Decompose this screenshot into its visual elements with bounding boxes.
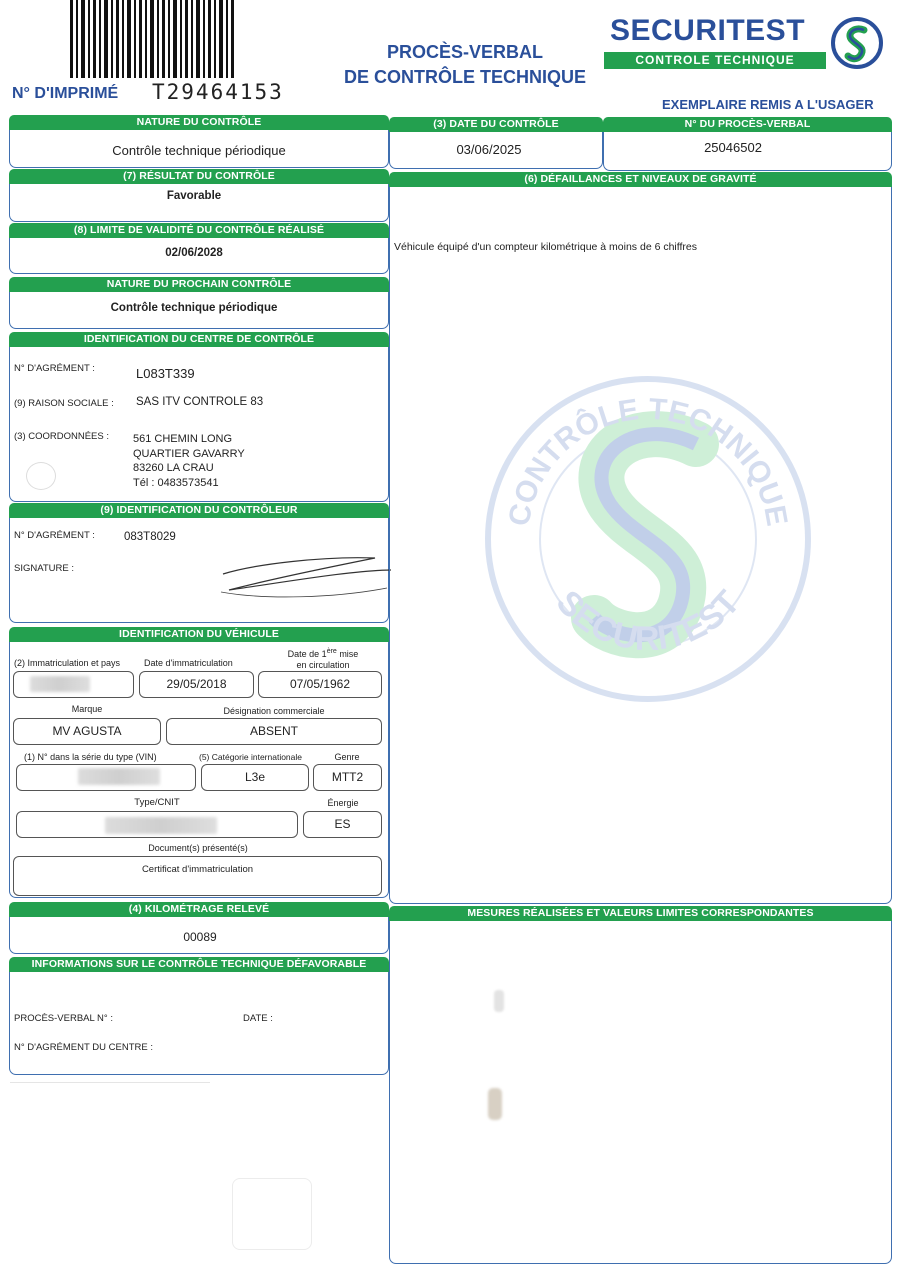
km-header: (4) KILOMÉTRAGE RELEVÉ	[9, 902, 389, 917]
controleur-header: (9) IDENTIFICATION DU CONTRÔLEUR	[9, 503, 389, 518]
first-circ-label-part2: mise	[336, 649, 359, 659]
type-label: Type/CNIT	[134, 797, 180, 808]
print-number-label: N° D'IMPRIMÉ	[12, 85, 119, 102]
centre-stamp-mark	[26, 462, 56, 490]
document-label: Document(s) présenté(s)	[148, 843, 248, 853]
pv-value: 25046502	[704, 140, 762, 155]
stamp-bottom-text: SECURITEST	[548, 583, 748, 658]
pv-header: N° DU PROCÈS-VERBAL	[603, 117, 892, 132]
energie-label: Énergie	[327, 798, 359, 808]
svg-text:SECURITEST	[549, 583, 748, 658]
date-immat-field: 29/05/2018	[139, 671, 254, 698]
controleur-signature-label: SIGNATURE :	[14, 563, 74, 574]
centre-agrement-label: N° D'AGRÉMENT :	[14, 363, 95, 374]
vin-label: (1) N° dans la série du type (VIN)	[24, 752, 157, 762]
date-value: 03/06/2025	[456, 142, 522, 157]
type-redaction	[105, 817, 217, 834]
nature-header: NATURE DU CONTRÔLE	[9, 115, 389, 130]
securitest-stamp	[484, 374, 812, 704]
validity-value: 02/06/2028	[165, 247, 223, 259]
nature-value: Contrôle technique périodique	[112, 143, 286, 158]
address-line: 83260 LA CRAU	[133, 462, 214, 474]
result-value: Favorable	[166, 190, 222, 202]
genre-field: MTT2	[313, 764, 382, 791]
date-header: (3) DATE DU CONTRÔLE	[389, 117, 603, 132]
first-circ-label-part1: Date de 1	[287, 649, 327, 659]
next-value: Contrôle technique périodique	[110, 302, 278, 314]
address-line: 561 CHEMIN LONG	[133, 433, 233, 445]
centre-raison-label: (9) RAISON SOCIALE :	[14, 398, 114, 409]
scan-artifact	[10, 1082, 210, 1083]
stamp-top-text: CONTRÔLE TECHNIQUE	[502, 392, 794, 529]
controleur-agrement-label: N° D'AGRÉMENT :	[14, 530, 95, 541]
centre-raison-value: SAS ITV CONTROLE 83	[136, 396, 264, 408]
vehicle-header: IDENTIFICATION DU VÉHICULE	[9, 627, 389, 642]
centre-coord-label: (3) COORDONNÉES :	[14, 431, 110, 442]
unfavorable-header: INFORMATIONS SUR LE CONTRÔLE TECHNIQUE DÉFAVORABLE	[9, 957, 389, 972]
measures-header: MESURES RÉALISÉES ET VALEURS LIMITES CORRESPONDANTES	[389, 906, 892, 921]
vin-redaction	[78, 768, 160, 785]
unfavorable-agrement-label: N° D'AGRÉMENT DU CENTRE :	[14, 1042, 153, 1053]
centre-header: IDENTIFICATION DU CENTRE DE CONTRÔLE	[9, 332, 389, 347]
date-immat-label: Date d'immatriculation	[144, 658, 233, 668]
centre-address	[133, 432, 245, 490]
first-circ-label	[268, 646, 378, 671]
signature	[215, 548, 395, 608]
print-number: T29464153	[152, 80, 284, 104]
categorie-field: L3e	[201, 764, 309, 791]
designation-field: ABSENT	[166, 718, 382, 745]
scan-speck	[494, 990, 504, 1012]
barcode	[68, 0, 236, 78]
first-circ-label-line2: en circulation	[296, 660, 350, 670]
defects-header: (6) DÉFAILLANCES ET NIVEAUX DE GRAVITÉ	[389, 172, 892, 187]
brand-name: SECURITEST	[610, 14, 806, 47]
centre-agrement-value: L083T339	[136, 366, 195, 381]
categorie-label: (5) Catégorie internationale	[199, 752, 303, 762]
brand-s-icon	[830, 16, 884, 70]
scan-artifact	[232, 1178, 312, 1250]
designation-label: Désignation commerciale	[223, 706, 325, 716]
first-circ-field: 07/05/1962	[258, 671, 382, 698]
address-line: Tél : 0483573541	[133, 476, 219, 489]
document-field: Certificat d'immatriculation	[13, 856, 382, 896]
copy-note: EXEMPLAIRE REMIS A L'USAGER	[662, 97, 874, 112]
first-circ-label-sup: ère	[326, 648, 337, 655]
genre-label: Genre	[334, 752, 360, 762]
next-header: NATURE DU PROCHAIN CONTRÔLE	[9, 277, 389, 292]
page-title-line2: DE CONTRÔLE TECHNIQUE	[343, 67, 586, 87]
page-title-line1: PROCÈS-VERBAL	[386, 42, 543, 62]
defects-text: Véhicule équipé d'un compteur kilométrique à moins de 6 chiffres	[394, 241, 697, 253]
validity-header: (8) LIMITE DE VALIDITÉ DU CONTRÔLE RÉALISÉ	[9, 223, 389, 238]
immat-label: (2) Immatriculation et pays	[14, 658, 121, 668]
km-value: 00089	[183, 930, 217, 944]
measures-box	[389, 906, 892, 1264]
unfavorable-pv-label: PROCÈS-VERBAL N° :	[14, 1013, 113, 1024]
address-line: QUARTIER GAVARRY	[133, 447, 245, 460]
energie-field: ES	[303, 811, 382, 838]
result-header: (7) RÉSULTAT DU CONTRÔLE	[9, 169, 389, 184]
brand-logo	[604, 14, 894, 74]
controleur-agrement-value: 083T8029	[124, 531, 176, 543]
brand-subtitle: CONTROLE TECHNIQUE	[604, 52, 826, 69]
marque-label: Marque	[71, 704, 103, 714]
unfavorable-date-label: DATE :	[243, 1013, 273, 1024]
marque-field: MV AGUSTA	[13, 718, 161, 745]
immat-redaction	[30, 676, 90, 692]
scan-speck	[488, 1088, 502, 1120]
